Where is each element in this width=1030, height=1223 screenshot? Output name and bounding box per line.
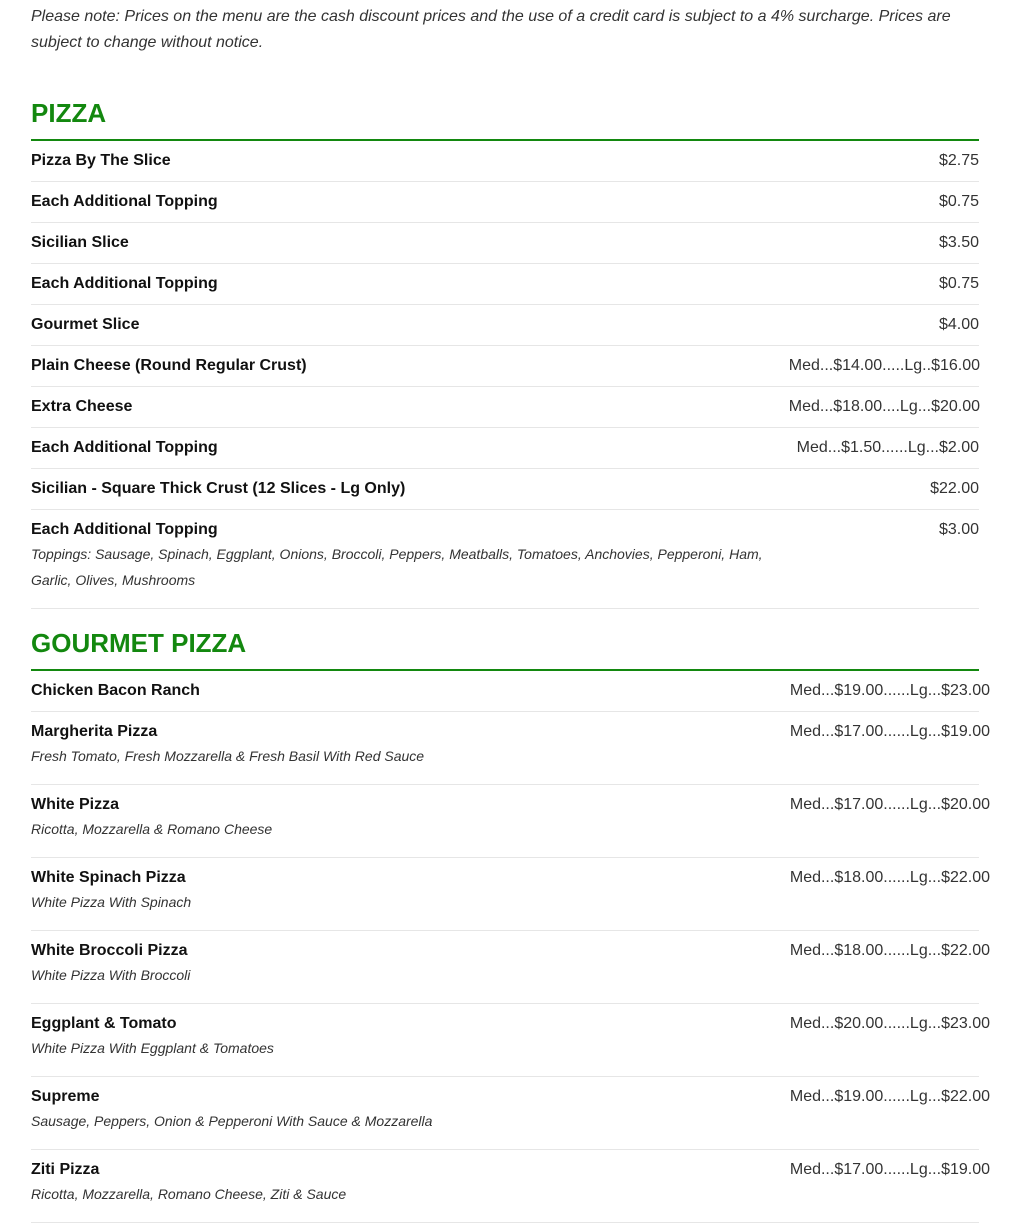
item-price: Med...$18.00......Lg...$22.00 (789, 942, 990, 959)
item-price: $2.75 (938, 152, 979, 169)
menu-item (31, 858, 990, 931)
menu-item (31, 141, 979, 182)
item-description: White Pizza With Spinach (31, 894, 192, 910)
item-price: $22.00 (930, 480, 979, 497)
item-price: Med...$17.00......Lg...$20.00 (789, 796, 990, 813)
item-price: Med...$1.50......Lg...$2.00 (796, 439, 979, 456)
item-name: Each Additional Topping (31, 521, 218, 538)
item-description: Sausage, Peppers, Onion & Pepperoni With Sauce & Mozzarella (31, 1113, 433, 1129)
item-price: $3.00 (938, 521, 979, 538)
item-price: $4.00 (938, 316, 979, 333)
item-description: Ricotta, Mozzarella & Romano Cheese (31, 821, 273, 837)
menu-item (31, 223, 979, 264)
item-name: Each Additional Topping (31, 193, 218, 210)
menu-item (31, 712, 990, 785)
toppings-list: Toppings: Sausage, Spinach, Eggplant, Onions, Broccoli, Peppers, Meatballs, Tomatoes, Anchovies, Pepperoni, Ham, Garlic, Olives, Mushrooms (31, 546, 763, 588)
item-price: $0.75 (938, 275, 979, 292)
menu-item (31, 182, 979, 223)
item-name: White Broccoli Pizza (31, 942, 188, 959)
menu-item (31, 305, 979, 346)
menu-page (31, 0, 990, 1223)
menu-item (31, 1004, 990, 1077)
menu-item (31, 469, 979, 510)
item-name: Plain Cheese (Round Regular Crust) (31, 357, 307, 374)
item-price: $3.50 (938, 234, 979, 251)
menu-item (31, 671, 990, 712)
item-name: Eggplant & Tomato (31, 1015, 177, 1032)
item-description: White Pizza With Eggplant & Tomatoes (31, 1040, 274, 1056)
menu-item (31, 346, 979, 387)
item-price: Med...$18.00....Lg...$20.00 (788, 398, 980, 415)
item-name: Each Additional Topping (31, 275, 218, 292)
item-price: Med...$17.00......Lg...$19.00 (789, 723, 990, 740)
item-name: Ziti Pizza (31, 1161, 100, 1178)
item-price: Med...$19.00......Lg...$23.00 (789, 682, 990, 699)
item-name: White Spinach Pizza (31, 869, 186, 886)
item-name: Supreme (31, 1088, 100, 1105)
item-price: Med...$20.00......Lg...$23.00 (789, 1015, 990, 1032)
item-name: Gourmet Slice (31, 316, 140, 333)
menu-item (31, 510, 979, 609)
menu-item (31, 428, 979, 469)
item-name: Pizza By The Slice (31, 152, 171, 169)
menu-item (31, 387, 979, 428)
gourmet-pizza-menu-list (31, 671, 990, 1223)
item-name: Extra Cheese (31, 398, 133, 415)
menu-item (31, 264, 979, 305)
item-name: White Pizza (31, 796, 120, 813)
item-name: Chicken Bacon Ranch (31, 682, 200, 699)
menu-item (31, 931, 990, 1004)
item-description: White Pizza With Broccoli (31, 967, 191, 983)
item-price: Med...$18.00......Lg...$22.00 (789, 869, 990, 886)
menu-item (31, 785, 990, 858)
item-description: Fresh Tomato, Fresh Mozzarella & Fresh Basil With Red Sauce (31, 748, 425, 764)
item-price: Med...$19.00......Lg...$22.00 (789, 1088, 990, 1105)
section-title-pizza: PIZZA (31, 98, 979, 141)
item-description: Ricotta, Mozzarella, Romano Cheese, Ziti & Sauce (31, 1186, 347, 1202)
menu-item (31, 1077, 990, 1150)
item-price: Med...$17.00......Lg...$19.00 (789, 1161, 990, 1178)
item-name: Margherita Pizza (31, 723, 158, 740)
item-price: Med...$14.00.....Lg..$16.00 (788, 357, 980, 374)
item-name: Sicilian Slice (31, 234, 129, 251)
item-name: Each Additional Topping (31, 439, 218, 456)
item-price: $0.75 (938, 193, 979, 210)
price-notice: Please note: Prices on the menu are the cash discount prices and the use of a credit card is subject to a 4% surcharge. Prices are subject to change without notice. (31, 8, 951, 51)
menu-item (31, 1150, 990, 1223)
section-title-gourmet-pizza: GOURMET PIZZA (31, 628, 979, 671)
item-name: Sicilian - Square Thick Crust (12 Slices - Lg Only) (31, 480, 406, 497)
pizza-menu-list (31, 141, 979, 609)
